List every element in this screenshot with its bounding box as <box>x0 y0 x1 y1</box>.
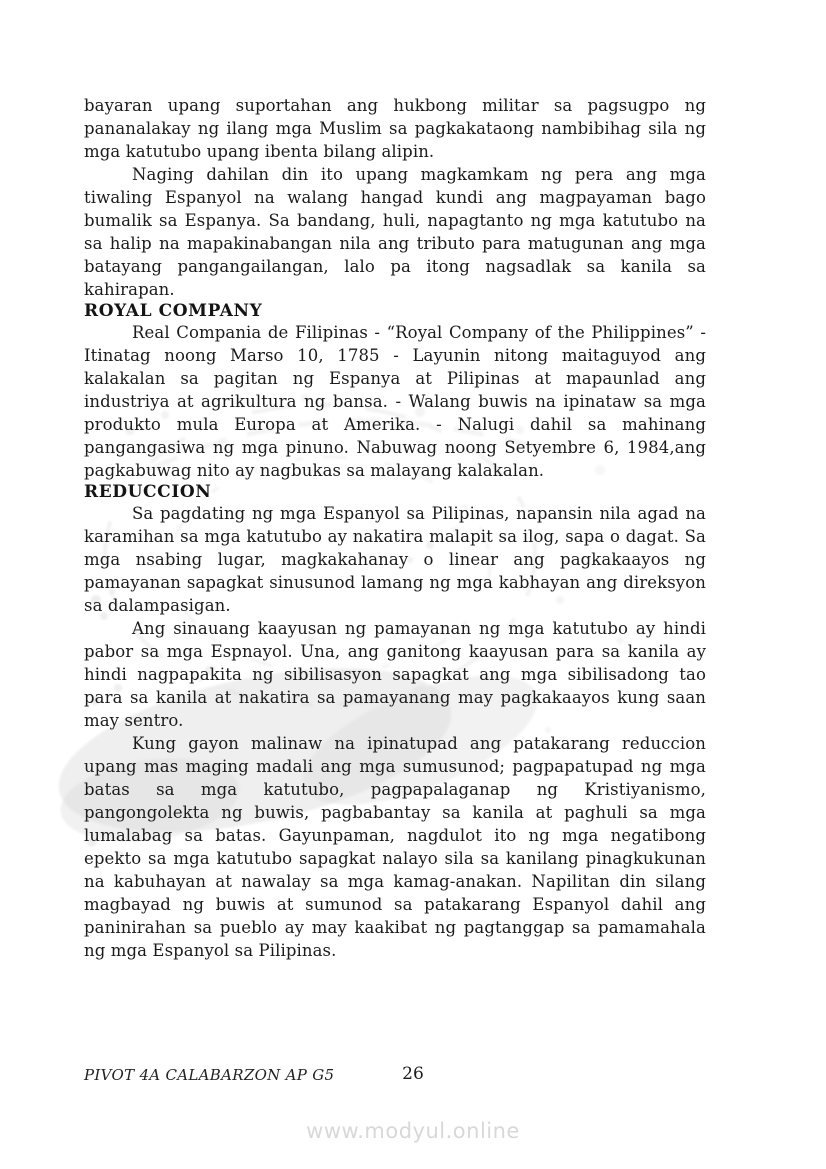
royal-company-paragraph: Real Compania de Filipinas - “Royal Company of the Philippines” - Itinatag noong Marso 10, 1785 - Layunin nitong maitaguyod ang kalakalan sa pagitan ng Espanya at Pilipinas at mapaunlad ang industriya at agrikultura ng bansa. - Walang buwis na ipinataw sa mga produkto mula Europa at Amerika. - Nalugi dahil sa mahinang pangangasiwa ng mga pinuno. Nabuwag noong Setyembre 6, 1984,ang pagkabuwag nito ay nagbukas sa malayang kalakalan. <box>84 323 706 480</box>
text-column <box>84 94 706 962</box>
intro-paragraph-1: bayaran upang suportahan ang hukbong militar sa pagsugpo ng pananalakay ng ilang mga Muslim sa pagkakataong nambibihag sila ng mga katutubo upang ibenta bilang alipin. <box>84 96 706 161</box>
page-number: 26 <box>402 1064 424 1084</box>
intro-paragraph-2: Naging dahilan din ito upang magkamkam ng pera ang mga tiwaling Espanyol na walang hangad kundi ang magpayaman bago bumalik sa Espanya. Sa bandang, huli, napagtanto ng mga katutubo na sa halip na mapakinabangan nila ang tributo para matugunan ang mga batayang pangangailangan, lalo pa itong nagsadlak sa kanila sa kahirapan. <box>84 165 706 299</box>
reduccion-paragraph-2: Ang sinauang kaayusan ng pamayanan ng mga katutubo ay hindi pabor sa mga Espnayol. Una, ang ganitong kaayusan para sa kanila ay hindi nagpapakita ng sibilisasyon sapagkat ang mga sibilisadong tao para sa kanila at nakatira sa pamayanang may pagkakaayos kung saan may sentro. <box>84 619 706 730</box>
section-heading-reduccion: REDUCCION <box>84 482 212 502</box>
section-heading-royal-company: ROYAL COMPANY <box>84 301 263 321</box>
footer-module-title: PIVOT 4A CALABARZON AP G5 <box>84 1066 335 1084</box>
site-watermark-text: www.modyul.online <box>306 1119 520 1143</box>
reduccion-paragraph-3: Kung gayon malinaw na ipinatupad ang patakarang reduccion upang mas maging madali ang mga sumusunod; pagpapatupad ng mga batas sa mga katutubo, pagpapalaganap ng Kristiyanismo, pangongolekta ng buwis, pagbabantay sa kanila at paghuli sa mga lumalabag sa batas. Gayunpaman, nagdulot ito ng mga negatibong epekto sa mga katutubo sapagkat nalayo sila sa kanilang pinagkukunan na kabuhayan at nawalay sa mga kamag-anakan. Napilitan din silang magbayad ng buwis at sumunod sa patakarang Espanyol dahil ang paninirahan sa pueblo ay may kaakibat ng pagtanggap sa pamamahala ng mga Espanyol sa Pilipinas. <box>84 734 706 960</box>
reduccion-paragraph-1: Sa pagdating ng mga Espanyol sa Pilipinas, napansin nila agad na karamihan sa mga katutubo ay nakatira malapit sa ilog, sapa o dagat. Sa mga nsabing lugar, magkakahanay o linear ang pagkakaayos ng pamayanan sapagkat sinusunod lamang ng mga kabhayan ang direksyon sa dalampasigan. <box>84 504 706 615</box>
